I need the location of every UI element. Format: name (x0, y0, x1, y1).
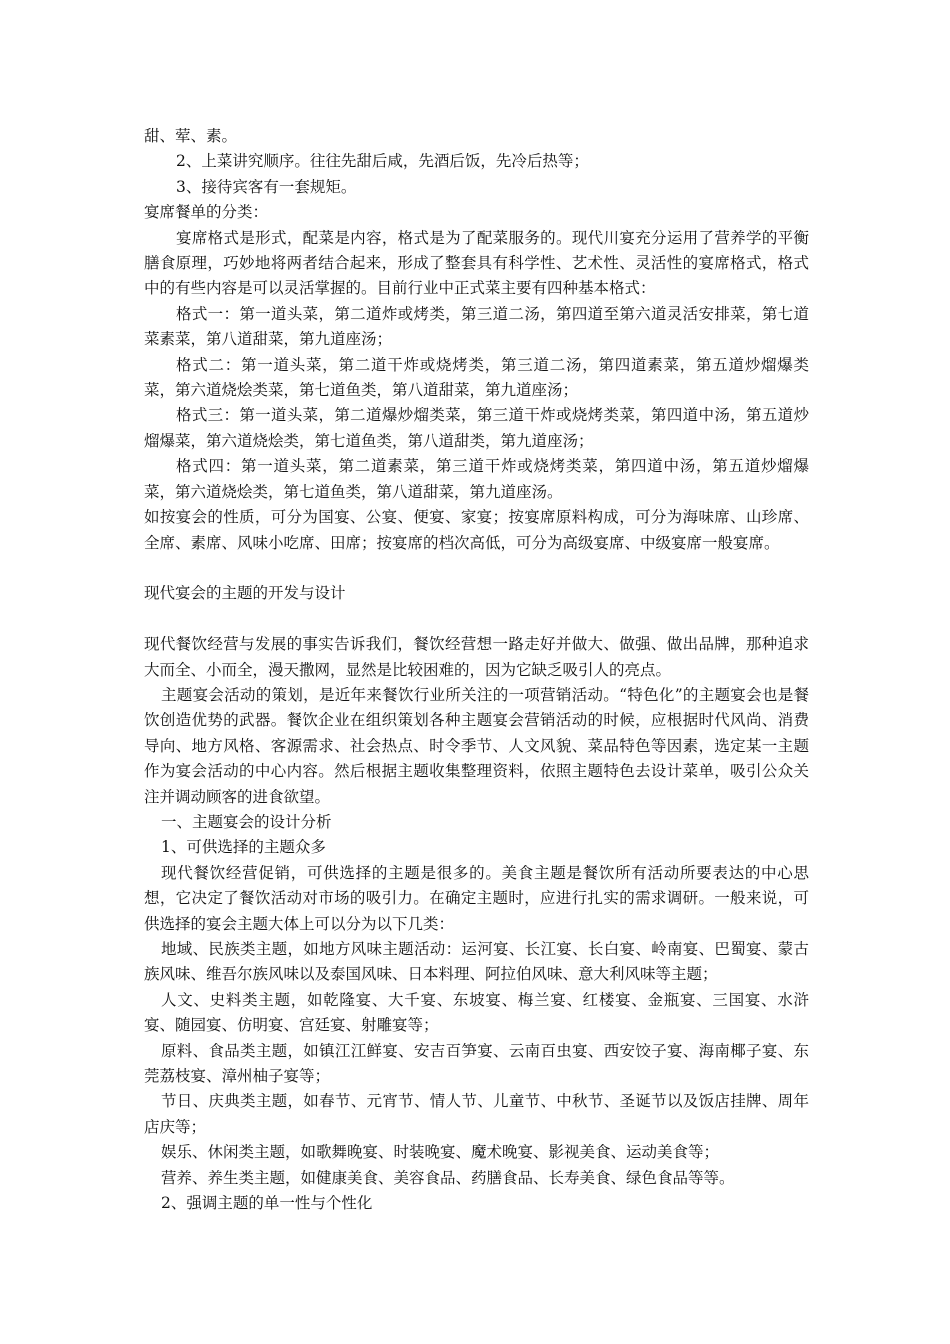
paragraph: 宴席格式是形式，配菜是内容，格式是为了配菜服务的。现代川宴充分运用了营养学的平衡膳食原理，巧妙地将两者结合起来，形成了整套具有科学性、艺术性、灵活性的宴席格式，格式中的有些内容是可以灵活掌握的。目前行业中正式菜主要有四种基本格式： (144, 228, 809, 298)
blank-line (144, 556, 809, 581)
subsection-heading: 1、可供选择的主题众多 (161, 838, 326, 857)
paragraph: 格式三：第一道头菜，第二道爆炒熘类菜，第三道干炸或烧烤类菜，第四道中汤，第五道炒熘爆菜，第六道烧烩类，第七道鱼类，第八道甜类，第九道座汤； (144, 406, 809, 450)
blank-line (144, 607, 809, 632)
paragraph: 营养、养生类主题，如健康美食、美容食品、药膳食品、长寿美食、绿色食品等等。 (161, 1168, 735, 1187)
section-heading: 一、主题宴会的设计分析 (161, 812, 332, 831)
paragraph: 3、接待宾客有一套规矩。 (176, 177, 357, 196)
subsection-heading: 2、强调主题的单一性与个性化 (161, 1194, 373, 1213)
section-title: 现代宴会的主题的开发与设计 (144, 584, 346, 603)
paragraph: 2、上菜讲究顺序。往往先甜后咸，先酒后饭，先冷后热等； (176, 152, 589, 171)
paragraph: 现代餐饮经营与发展的事实告诉我们，餐饮经营想一路走好并做大、做强、做出品牌，那种追求大而全、小而全，漫天撒网，显然是比较困难的，因为它缺乏吸引人的亮点。 (144, 635, 809, 679)
paragraph: 地域、民族类主题，如地方风味主题活动：运河宴、长江宴、长白宴、岭南宴、巴蜀宴、蒙古族风味、维吾尔族风味以及泰国风味、日本料理、阿拉伯风味、意大利风味等主题； (144, 939, 809, 984)
paragraph: 格式一：第一道头菜，第二道炸或烤类，第三道二汤，第四道至第六道灵活安排菜，第七道菜素菜，第八道甜菜，第九道座汤； (144, 304, 809, 349)
paragraph: 节日、庆典类主题，如春节、元宵节、情人节、儿童节、中秋节、圣诞节以及饭店挂牌、周年店庆等； (144, 1092, 809, 1136)
paragraph: 原料、食品类主题，如镇江江鲜宴、安吉百笋宴、云南百虫宴、西安饺子宴、海南椰子宴、东莞荔枝宴、漳州柚子宴等； (144, 1041, 809, 1085)
paragraph: 格式四：第一道头菜，第二道素菜，第三道干炸或烧烤类菜，第四道中汤，第五道炒熘爆菜，第六道烧烩类，第七道鱼类，第八道甜菜，第九道座汤。 (144, 457, 809, 501)
paragraph: 现代餐饮经营促销，可供选择的主题是很多的。美食主题是餐饮所有活动所要表达的中心思想，它决定了餐饮活动对市场的吸引力。在确定主题时，应进行扎实的需求调研。一般来说，可供选择的宴会主题大体上可以分为以下几类： (144, 863, 809, 933)
document-body (144, 124, 809, 1216)
paragraph: 甜、荤、素。 (144, 127, 238, 145)
paragraph: 娱乐、休闲类主题，如歌舞晚宴、时装晚宴、魔术晚宴、影视美食、运动美食等； (161, 1143, 720, 1162)
section-heading: 宴席餐单的分类： (144, 203, 269, 222)
paragraph: 如按宴会的性质，可分为国宴、公宴、便宴、家宴；按宴席原料构成，可分为海味席、山珍席、全席、素席、风味小吃席、田席；按宴席的档次高低，可分为高级宴席、中级宴席一般宴席。 (144, 508, 809, 552)
paragraph: 主题宴会活动的策划，是近年来餐饮行业所关注的一项营销活动。“特色化”的主题宴会也是餐饮创造优势的武器。餐饮企业在组织策划各种主题宴会营销活动的时候，应根据时代风尚、消费导向、地方风格、客源需求、社会热点、时令季节、人文风貌、菜品特色等因素，选定某一主题作为宴会活动的中心内容。然后根据主题收集整理资料，依照主题特色去设计菜单，吸引公众关注并调动顾客的进食欲望。 (144, 685, 809, 806)
paragraph: 人文、史料类主题，如乾隆宴、大千宴、东坡宴、梅兰宴、红楼宴、金瓶宴、三国宴、水浒宴、随园宴、仿明宴、宫廷宴、射雕宴等； (144, 990, 809, 1035)
paragraph: 格式二：第一道头菜，第二道干炸或烧烤类，第三道二汤，第四道素菜，第五道炒熘爆类菜，第六道烧烩类菜，第七道鱼类，第八道甜菜，第九道座汤； (144, 355, 809, 400)
